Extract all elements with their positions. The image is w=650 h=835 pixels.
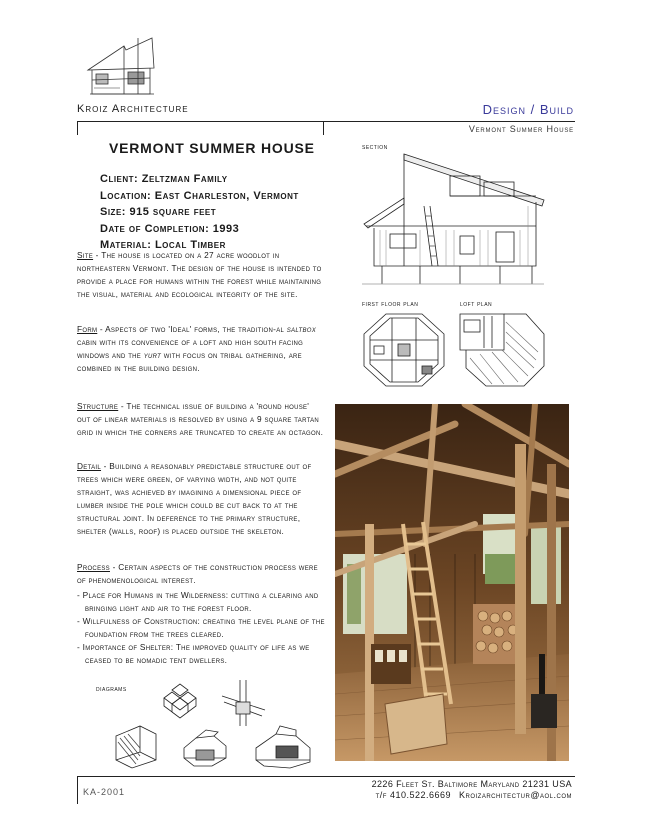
process-text: - Certain aspects of the construction process were of phenomenological interest. — [77, 562, 318, 585]
cabin-logo-sketch — [80, 28, 160, 100]
process-heading: Process — [77, 562, 110, 572]
structure-text: - The technical issue of building a 'round house' out of linear materials is resolved by using a 9 square tartan grid in which the corners are truncated to create an octagon. — [77, 401, 324, 437]
footer-rule — [77, 776, 575, 777]
section-caption: section — [362, 144, 388, 151]
process-bullets — [77, 589, 325, 667]
form-italic-saltbox: saltbox — [286, 324, 317, 334]
project-subtitle: Vermont Summer House — [468, 124, 574, 134]
document-code: KA-2001 — [83, 787, 126, 797]
footer-rule-left-tick — [77, 776, 78, 804]
list-item: - Willfulness of Construction: creating the level plane of the foundation from the trees cleared. — [77, 616, 325, 639]
header-rule — [77, 121, 575, 122]
loft-plan — [456, 312, 546, 388]
size-line: Size: 915 square feet — [100, 206, 217, 218]
site-text: - The house is located on a 27 acre woodlot in northeastern Vermont. The design of the house is intended to provide a place for humans within the forest while maintaining the visual, material and ecological integrity of the site. — [77, 250, 322, 299]
form-heading: Form — [77, 324, 98, 334]
material-line: Material: Local Timber — [100, 239, 226, 251]
list-item: - Place for Humans in the Wilderness: cutting a clearing and bringing light and air to the forest floor. — [77, 590, 319, 613]
form-paragraph — [77, 323, 325, 375]
list-item: - Importance of Shelter: The improved quality of life as we ceased to be nomadic tent dwellers. — [77, 642, 310, 665]
structure-paragraph — [77, 400, 325, 439]
site-paragraph — [77, 249, 325, 301]
section-drawing — [360, 146, 546, 288]
process-paragraph — [77, 561, 325, 667]
phone: t/f 410.522.6669 — [375, 790, 452, 800]
page-title: VERMONT SUMMER HOUSE — [109, 140, 315, 156]
contact-line — [376, 790, 572, 800]
interior-photo — [335, 404, 569, 761]
loft-plan-caption: loft plan — [460, 301, 493, 308]
address: 2226 Fleet St. Baltimore Maryland 21231 USA — [371, 779, 572, 789]
header-rule-mid-tick — [323, 121, 324, 135]
design-build-label: Design / Build — [482, 102, 574, 117]
structure-heading: Structure — [77, 401, 119, 411]
detail-paragraph — [77, 460, 325, 538]
date-line: Date of Completion: 1993 — [100, 222, 240, 235]
client-line: Client: Zeltzman Family — [100, 173, 228, 185]
firm-name: Kroiz Architecture — [77, 103, 189, 115]
email-link[interactable]: Kroizarchitectur@aol.com — [459, 790, 572, 800]
diagram-sketches — [100, 676, 325, 772]
site-heading: Site — [77, 250, 94, 260]
form-text-part: with focus on tribal gathering, are combined in the building design. — [77, 350, 302, 373]
header-rule-left-tick — [77, 121, 78, 135]
location-line: Location: East Charleston, Vermont — [100, 189, 299, 202]
diagrams-caption: diagrams — [96, 686, 127, 693]
first-floor-plan — [362, 312, 446, 388]
first-floor-plan-caption: first floor plan — [362, 301, 419, 308]
form-text-part: cabin with its convenience of a loft and high south facing windows and the — [77, 337, 304, 360]
form-text-part: - Aspects of two 'Ideal' forms, the tradition-al — [97, 324, 287, 334]
detail-text: - Building a reasonably predictable structure out of trees which were green, of varying width, and not quite straight, was achieved by imagining a dimensional piece of lumber inside the pole which could be cut back to at the structural joint. In deference to the primary structure, shelter (walls, roof) is placed outside the skeleton. — [77, 461, 312, 536]
detail-heading: Detail — [77, 461, 102, 471]
project-info — [100, 171, 299, 254]
form-italic-yurt: yurt — [143, 350, 162, 360]
